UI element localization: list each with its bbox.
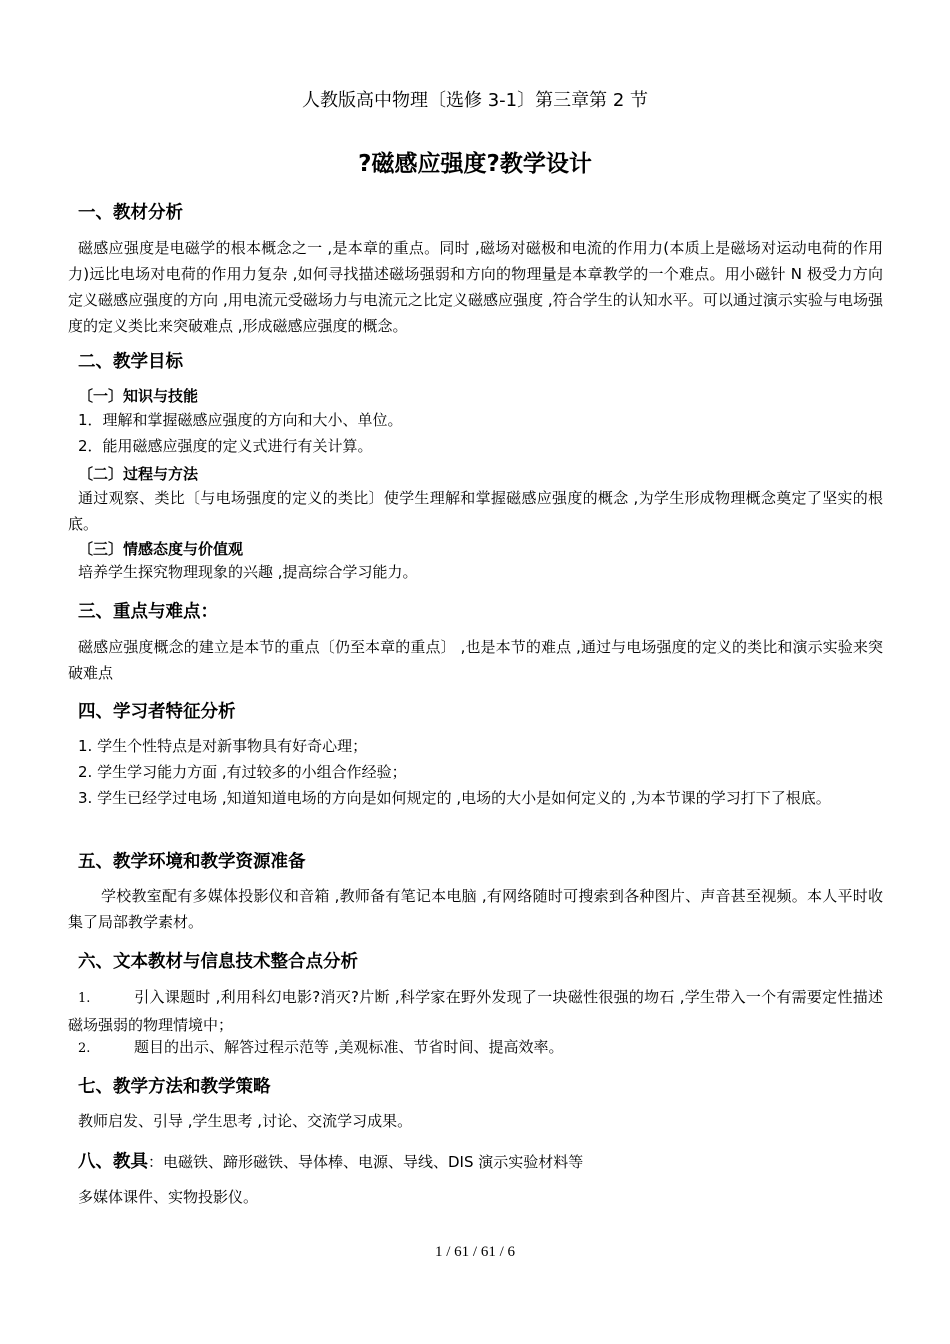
process-method-paragraph: 通过观察、类比〔与电场强度的定义的类比〕使学生理解和掌握磁感应强度的概念 ,为学生形成物理概念奠定了坚实的根底。	[68, 489, 883, 533]
section-7-paragraph: 教师启发、引导 ,学生思考 ,讨论、交流学习成果。	[78, 1112, 413, 1130]
page-number: 1 / 61 / 61 / 6	[434, 1244, 515, 1260]
section-8-heading-label: 八、教具	[78, 1152, 148, 1172]
integration-item-2-text: 题目的出示、解答过程示范等 ,美观标准、节省时间、提高效率。	[134, 1038, 564, 1056]
learner-item-1: 1. 学生个性特点是对新事物具有好奇心理；	[78, 737, 368, 755]
document-subtitle: 人教版高中物理〔选修 3-1〕第三章第 2 节	[301, 90, 648, 111]
learner-item-3: 3. 学生已经学过电场 ,知道知道电场的方向是如何规定的 ,电场的大小是如何定义的 ,为本节课的学习打下了根底。	[78, 789, 831, 807]
integration-item-2-number: 2.	[78, 1041, 91, 1056]
objective-item-2: 2．能用磁感应强度的定义式进行有关计算。	[78, 437, 373, 455]
knowledge-skills-subheading: 〔一〕知识与技能	[78, 387, 199, 405]
section-7-heading: 七、教学方法和教学策略	[78, 1077, 271, 1097]
integration-item-2	[68, 1034, 883, 1062]
document-title: ?磁感应强度?教学设计	[358, 151, 592, 177]
learner-item-2: 2. 学生学习能力方面 ,有过较多的小组合作经验；	[78, 763, 407, 781]
section-3-paragraph: 磁感应强度概念的建立是本节的重点〔仍至本章的重点〕 ,也是本节的难点 ,通过与电场强度的定义的类比和演示实验来突破难点	[68, 638, 883, 682]
section-1-heading: 一、教材分析	[78, 203, 183, 223]
integration-item-1-text: 引入课题时 ,利用科幻电影?消灭?片断 ,科学家在野外发现了一块磁性很强的圽石 ,学生带入一个有需要定性描述磁场强弱的物理情境中；	[68, 988, 883, 1034]
section-6-heading: 六、文本教材与信息技术整合点分析	[78, 952, 358, 972]
section-8-heading	[78, 1148, 583, 1173]
section-8-paragraph: 多媒体课件、实物投影仪。	[78, 1188, 259, 1206]
process-method-subheading: 〔二〕过程与方法	[78, 465, 199, 483]
section-4-heading: 四、学习者特征分析	[78, 702, 236, 722]
section-8-equipment-list: ：电磁铁、蹄形磁铁、导体棒、电源、导线、DIS 演示实验材料等	[148, 1153, 584, 1171]
section-3-heading: 三、重点与难点：	[78, 602, 218, 622]
integration-item-1	[68, 984, 883, 1038]
section-5-paragraph: 学校教室配有多媒体投影仪和音箱 ,教师备有笔记本电脑 ,有网络随时可搜索到各种图片、声音甚至视频。本人平时收集了局部教学素材。	[68, 887, 883, 931]
section-1-paragraph: 磁感应强度是电磁学的根本概念之一 ,是本章的重点。同时 ,磁场对磁极和电流的作用力(本质上是磁场对运动电荷的作用力)远比电场对电荷的作用力复杂 ,如何寻找描述磁场强弱和方向的物理量是本章教学的一个难点。用小磁针 N 极受力方向定义磁感应强度的方向 ,用电流元受磁场力与电流元之比定义磁感应强度 ,符合学生的认知水平。可以通过演示实验与电场强度的定义类比来突破难点 ,形成磁感应强度的概念。	[68, 239, 883, 335]
attitude-values-subheading: 〔三〕情感态度与价值观	[78, 540, 244, 558]
integration-item-1-number: 1.	[78, 991, 91, 1006]
section-5-heading: 五、教学环境和教学资源准备	[78, 852, 306, 872]
attitude-values-paragraph: 培养学生探究物理现象的兴趣 ,提高综合学习能力。	[78, 563, 418, 581]
section-2-heading: 二、教学目标	[78, 352, 183, 372]
objective-item-1: 1．理解和掌握磁感应强度的方向和大小、单位。	[78, 411, 403, 429]
